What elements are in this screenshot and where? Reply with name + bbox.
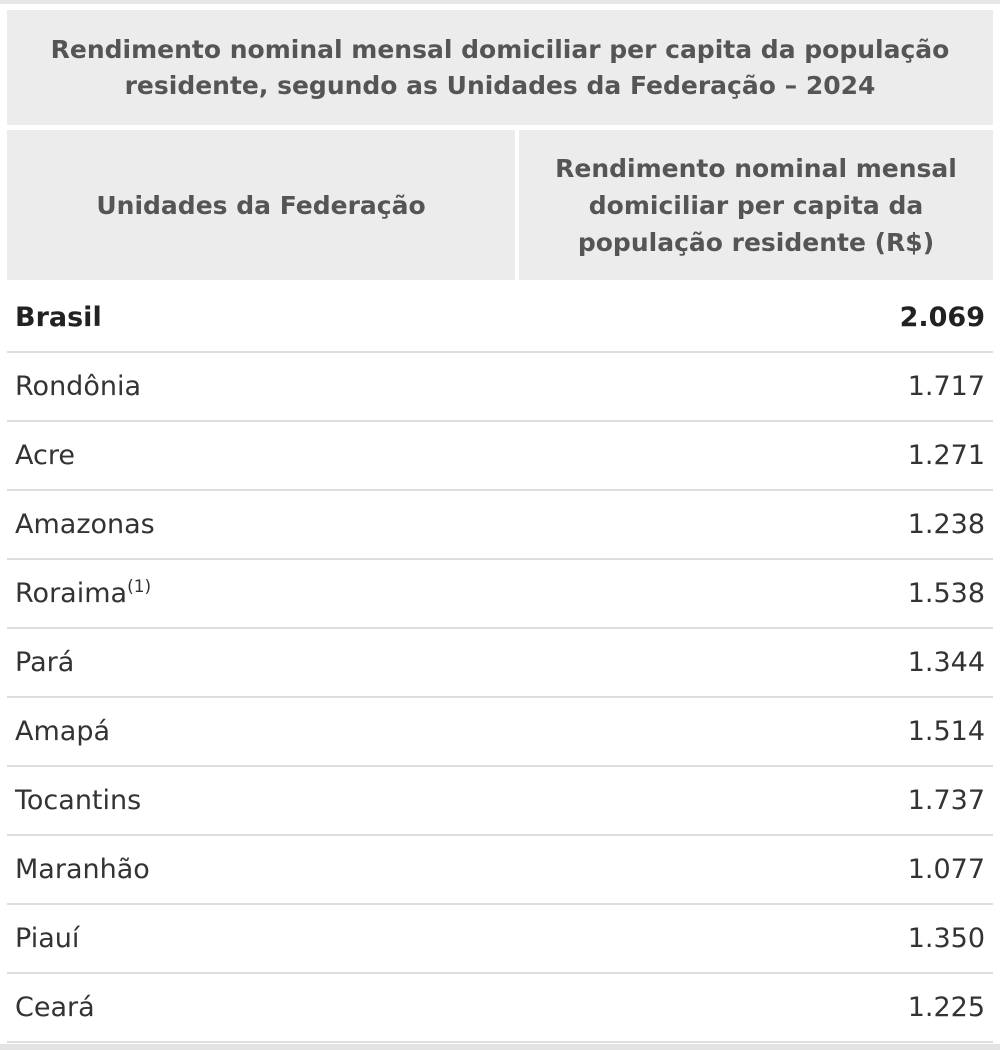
top-divider xyxy=(0,0,1000,4)
row-name: Pará xyxy=(15,647,75,678)
table-row xyxy=(7,905,993,974)
row-name: Tocantins xyxy=(15,785,142,816)
row-name: Amapá xyxy=(15,716,111,747)
row-name: Acre xyxy=(15,440,75,471)
table-row xyxy=(7,560,993,629)
row-value: 1.225 xyxy=(907,992,985,1023)
bottom-divider xyxy=(0,1044,1000,1050)
table-row xyxy=(7,491,993,560)
table-title xyxy=(7,10,993,125)
table-row-total xyxy=(7,284,993,353)
column-header-state xyxy=(7,130,515,280)
row-name: Piauí xyxy=(15,923,80,954)
table-row xyxy=(7,836,993,905)
table-row xyxy=(7,767,993,836)
row-name: Brasil xyxy=(15,302,102,333)
row-value: 1.238 xyxy=(907,509,985,540)
row-footnote: (1) xyxy=(127,577,152,597)
row-value: 1.514 xyxy=(907,716,985,747)
row-name: Ceará xyxy=(15,992,95,1023)
column-header-income xyxy=(519,130,993,280)
table-body xyxy=(7,284,993,1043)
row-value: 1.077 xyxy=(907,854,985,885)
row-value: 1.717 xyxy=(907,371,985,402)
table-row xyxy=(7,698,993,767)
row-name: Roraima$^{(1)}$ xyxy=(15,577,152,609)
row-value: 2.069 xyxy=(899,302,985,333)
row-name: Maranhão xyxy=(15,854,150,885)
table-row xyxy=(7,629,993,698)
row-value: 1.344 xyxy=(907,647,985,678)
table-row xyxy=(7,422,993,491)
table-row xyxy=(7,974,993,1043)
column-header-income-label: Rendimento nominal mensal domiciliar per capita da população residente (R$) xyxy=(555,153,957,257)
row-name: Amazonas xyxy=(15,509,155,540)
row-value: 1.538 xyxy=(907,578,985,609)
row-value: 1.737 xyxy=(907,785,985,816)
row-name: Rondônia xyxy=(15,371,141,402)
column-header-state-label: Unidades da Federação xyxy=(96,190,426,220)
row-value: 1.350 xyxy=(907,923,985,954)
table-title-text: Rendimento nominal mensal domiciliar per capita da população residente, segundo as Unidades da Federação – 2024 xyxy=(50,34,950,100)
table-row xyxy=(7,353,993,422)
row-value: 1.271 xyxy=(907,440,985,471)
